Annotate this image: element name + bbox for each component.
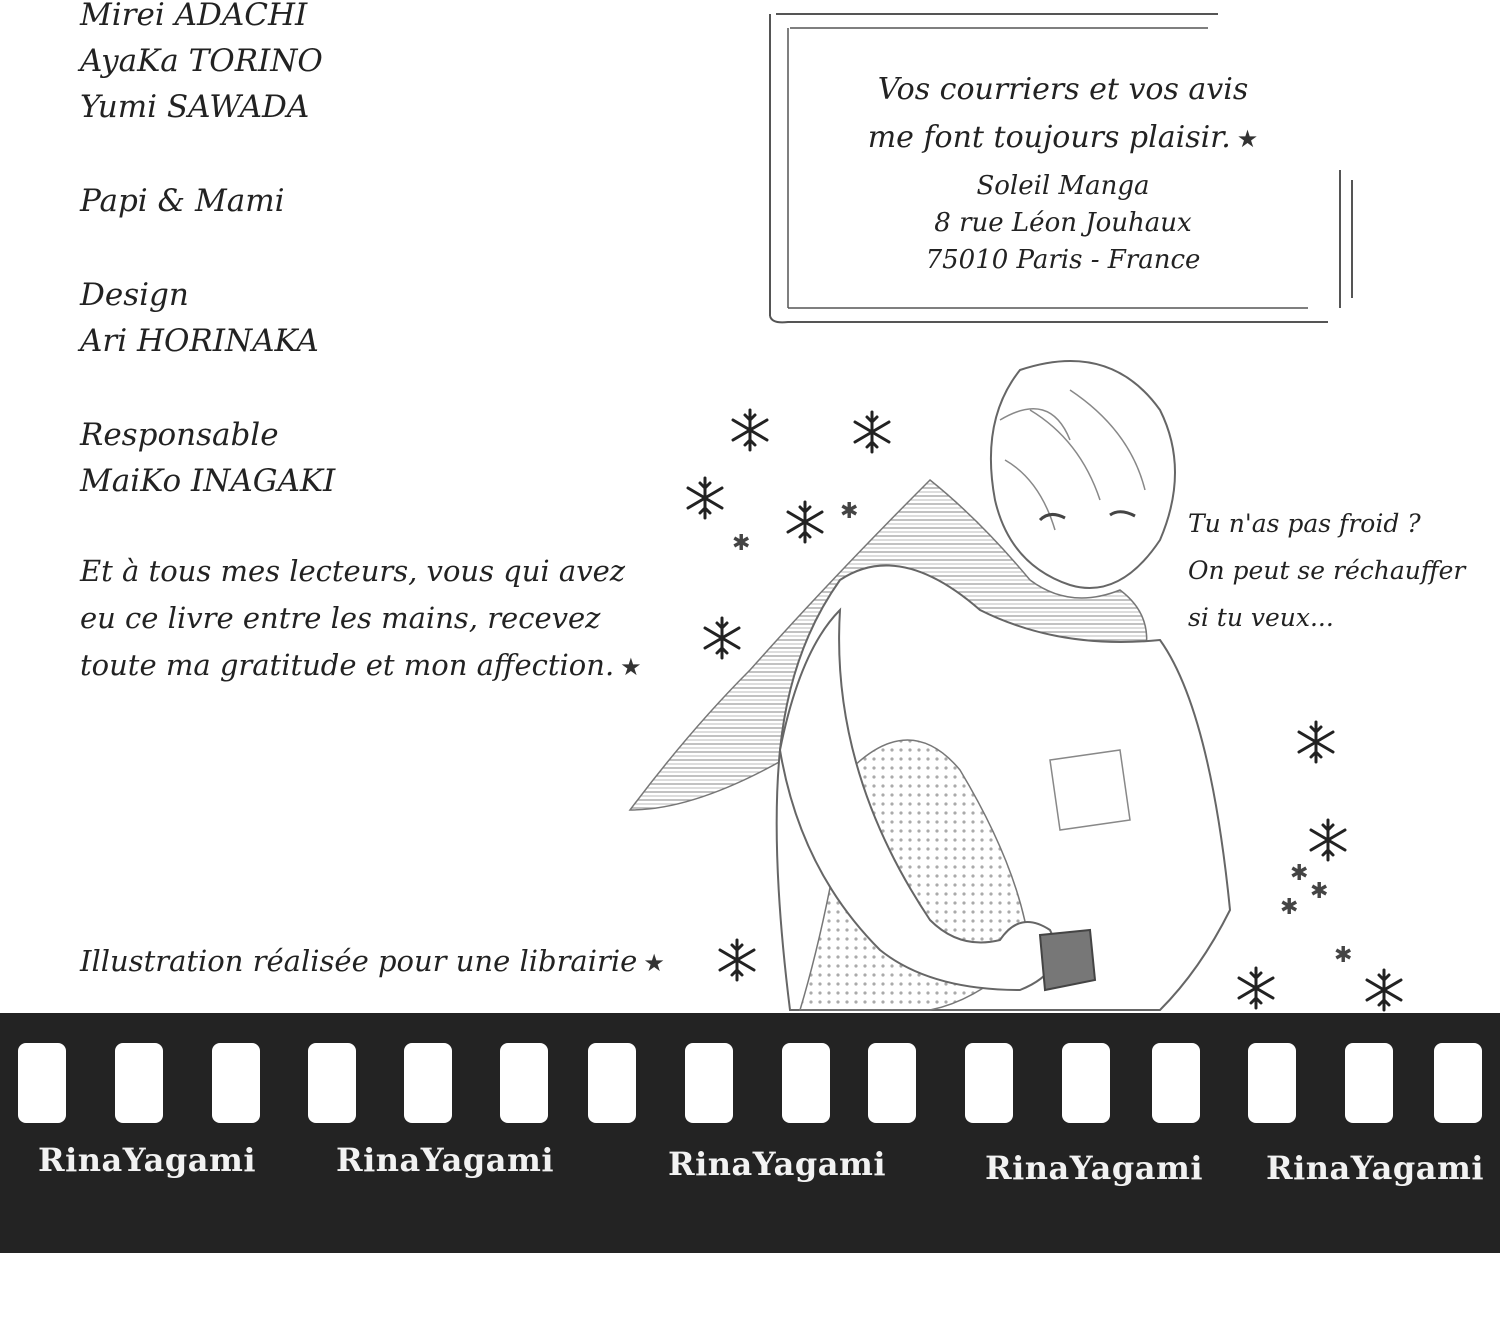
snowflake-icon	[733, 410, 767, 450]
film-hole	[965, 1043, 1013, 1123]
credit-name: Mirei ADACHI	[80, 0, 308, 33]
snowflake-icon	[1311, 820, 1345, 860]
design-title: Design	[80, 277, 189, 313]
film-hole	[1062, 1043, 1110, 1123]
thanks-line: Et à tous mes lecteurs, vous qui avez	[80, 554, 626, 588]
snowflake-icon	[1299, 722, 1333, 762]
snowflake-icon: ✱	[1280, 895, 1299, 920]
design-name: Ari HORINAKA	[80, 323, 319, 359]
film-hole	[1152, 1043, 1200, 1123]
credit-name: AyaKa TORINO	[80, 43, 323, 79]
author-signature: RinaYagami	[336, 1141, 554, 1179]
snowflake-icon	[855, 412, 889, 452]
film-hole	[1248, 1043, 1296, 1123]
responsible-name: MaiKo INAGAKI	[80, 463, 336, 499]
address-line: Soleil Manga	[976, 171, 1150, 201]
snowflake-icon	[788, 502, 822, 542]
thanks-text: toute ma gratitude et mon affection.	[80, 648, 615, 682]
thanks-line: eu ce livre entre les mains, recevez	[80, 601, 601, 635]
snowflake-icon: ✱	[1334, 943, 1353, 968]
mail-lead-text: me font toujours plaisir.	[867, 120, 1231, 155]
film-hole	[588, 1043, 636, 1123]
author-signature: RinaYagami	[668, 1145, 886, 1183]
star-icon: ★	[620, 653, 642, 681]
film-hole	[500, 1043, 548, 1123]
film-hole	[868, 1043, 916, 1123]
film-hole	[115, 1043, 163, 1123]
mail-frame	[768, 8, 1358, 326]
snowflake-icon: ✱	[840, 499, 859, 524]
mail-address	[768, 168, 1358, 279]
illustration-note	[80, 944, 665, 978]
speech-line: On peut se réchauffer	[1188, 556, 1466, 585]
film-hole	[782, 1043, 830, 1123]
snowflake-icon	[720, 940, 754, 980]
mail-lead-line	[768, 114, 1358, 162]
address-line: 8 rue Léon Jouhaux	[934, 208, 1192, 238]
film-hole	[685, 1043, 733, 1123]
author-signature: RinaYagami	[985, 1149, 1203, 1187]
author-signature: RinaYagami	[1266, 1149, 1484, 1187]
illustration-note-text: Illustration réalisée pour une librairie	[80, 944, 638, 978]
speech-line: si tu veux...	[1188, 603, 1334, 632]
author-signature: RinaYagami	[38, 1141, 256, 1179]
film-hole	[308, 1043, 356, 1123]
film-hole	[18, 1043, 66, 1123]
film-hole	[1434, 1043, 1482, 1123]
film-hole	[404, 1043, 452, 1123]
responsible-title: Responsable	[80, 417, 279, 453]
snowflake-icon	[1239, 968, 1273, 1008]
mail-lead-line: Vos courriers et vos avis	[877, 72, 1249, 107]
snowflake-icon	[705, 618, 739, 658]
film-strip	[0, 1013, 1500, 1253]
star-icon: ★	[643, 949, 665, 977]
credit-name: Yumi SAWADA	[80, 89, 310, 125]
speech-text	[1188, 500, 1498, 641]
snowflake-icon: ✱	[1290, 861, 1309, 886]
mail-lead	[768, 66, 1358, 162]
address-line: 75010 Paris - France	[925, 245, 1201, 275]
snowflake-icon	[1367, 970, 1401, 1010]
character-illustration	[600, 350, 1420, 1015]
snowflake-icon: ✱	[1310, 879, 1329, 904]
snowflake-icon: ✱	[732, 531, 751, 556]
speech-line: Tu n'as pas froid ?	[1188, 509, 1421, 538]
credit-family: Papi & Mami	[80, 183, 285, 219]
film-hole	[212, 1043, 260, 1123]
star-icon: ★	[1236, 125, 1259, 153]
film-hole	[1345, 1043, 1393, 1123]
snowflake-icon	[688, 478, 722, 518]
